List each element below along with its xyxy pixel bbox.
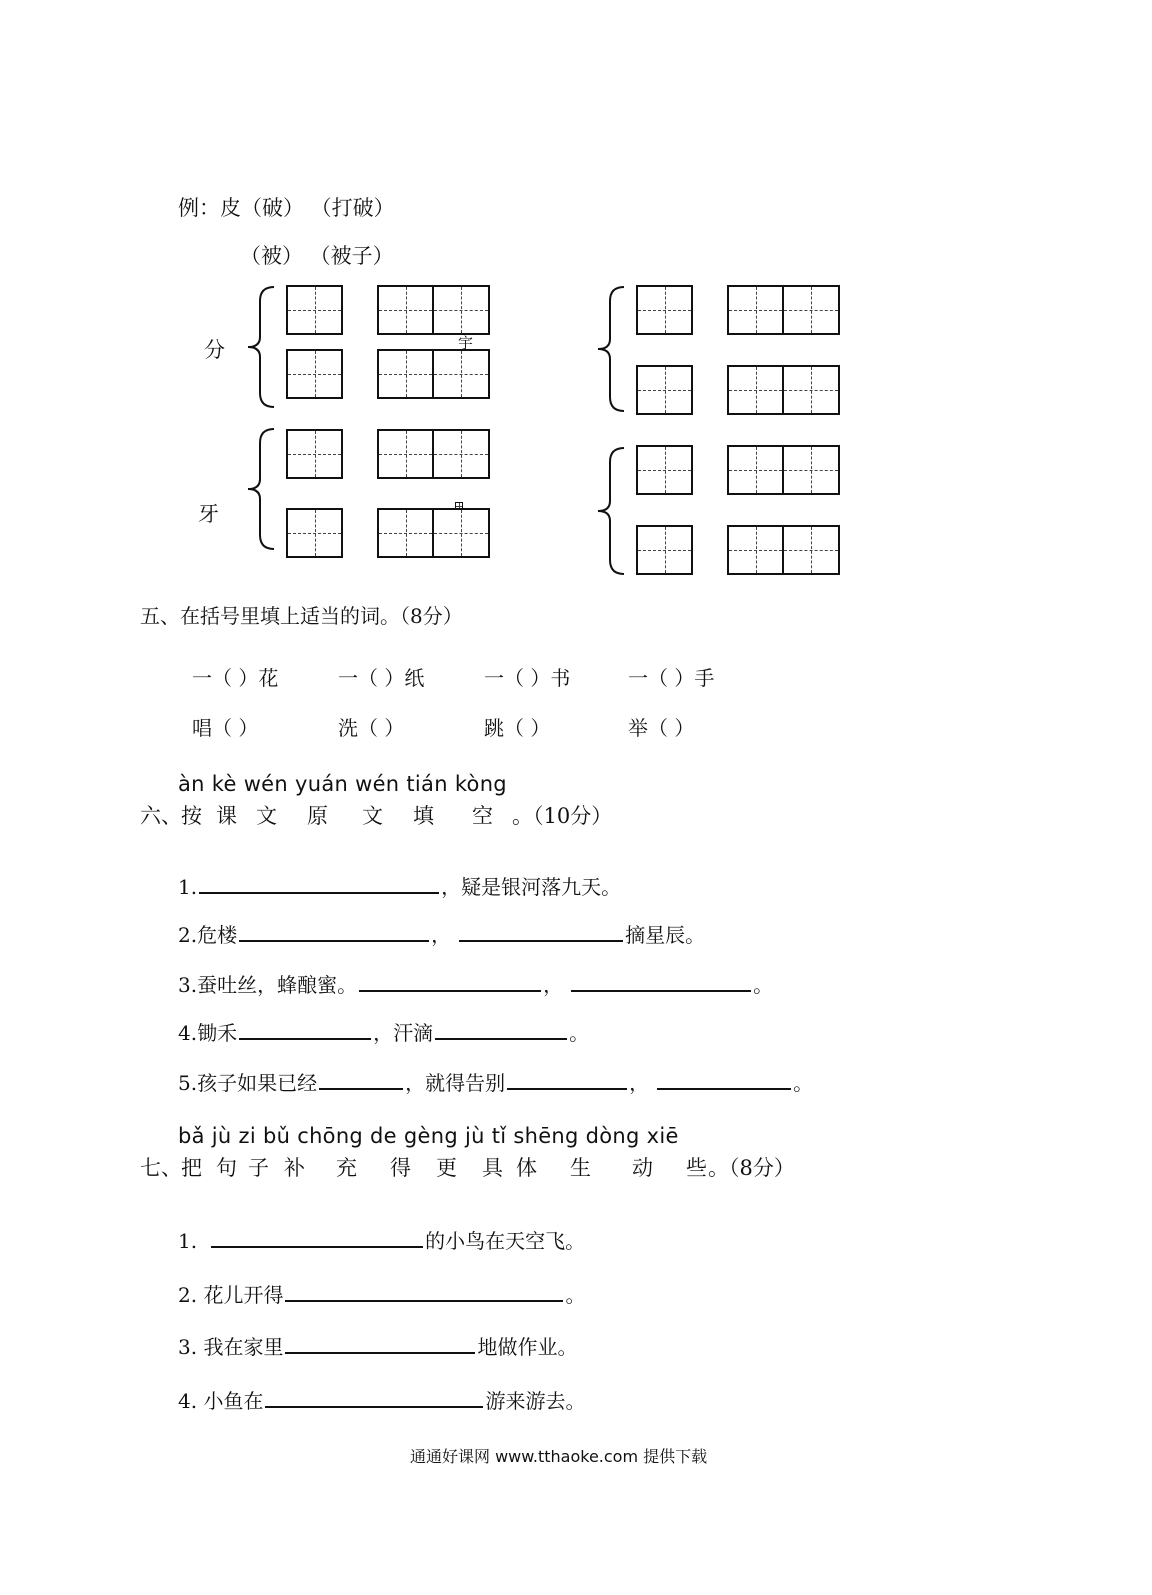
pinyin-syllable: bǔ [262, 1124, 291, 1148]
title-char: 把 [181, 1156, 202, 1180]
pinyin-syllable: gèng [403, 1124, 458, 1148]
char-box[interactable] [636, 525, 693, 575]
q6-number: 六、 [140, 804, 182, 828]
q7-item-4: 4. 小鱼在 游来游去。 [178, 1384, 585, 1414]
q7-item-3: 3. 我在家里 地做作业。 [178, 1330, 577, 1360]
title-char: 具 [482, 1156, 503, 1180]
char-box[interactable] [377, 285, 434, 335]
answer-line[interactable] [239, 1016, 371, 1040]
pinyin-syllable: jù [464, 1124, 485, 1148]
grid-char-fen: 分 [204, 338, 225, 362]
char-box[interactable] [286, 429, 343, 479]
pinyin-syllable: wén [355, 772, 400, 796]
q6-item-1: 1. ，疑是银河落九天。 [178, 870, 621, 900]
char-box[interactable] [782, 445, 840, 495]
title-char: 文 [256, 804, 277, 828]
char-box[interactable] [782, 285, 840, 335]
q5-blank: 一（ ）纸 [338, 666, 425, 690]
answer-line[interactable] [285, 1330, 475, 1354]
brace-right-bottom [594, 446, 628, 576]
title-char: 些 [686, 1156, 707, 1180]
pinyin-syllable: zi [238, 1124, 256, 1148]
title-char: 空 [472, 804, 493, 828]
title-char: 填 [413, 804, 434, 828]
pinyin-syllable: kè [211, 772, 237, 796]
answer-line[interactable] [359, 968, 541, 992]
q6-pinyin [178, 772, 507, 796]
q5-blank: 一（ ）手 [628, 666, 715, 690]
q7-number: 七、 [140, 1156, 182, 1180]
q6-item-5: 5.孩子如果已经 ，就得告别 ， 。 [178, 1066, 813, 1096]
title-char: 体 [516, 1156, 537, 1180]
char-box[interactable] [377, 349, 434, 399]
pinyin-syllable: yuán [294, 772, 349, 796]
title-char: 子 [248, 1156, 269, 1180]
answer-line[interactable] [211, 1224, 423, 1248]
q6-item-2: 2.危楼 ， 摘星辰。 [178, 918, 705, 948]
char-box[interactable] [727, 445, 784, 495]
pinyin-syllable: àn [178, 772, 205, 796]
char-box[interactable] [377, 429, 434, 479]
answer-line[interactable] [319, 1066, 403, 1090]
answer-line[interactable] [239, 918, 429, 942]
answer-line[interactable] [265, 1384, 483, 1408]
char-box[interactable] [782, 365, 840, 415]
char-box[interactable] [727, 285, 784, 335]
char-box[interactable] [727, 525, 784, 575]
char-box[interactable] [432, 285, 490, 335]
pinyin-syllable: tǐ [491, 1124, 507, 1148]
q5-blank: 一（ ）花 [192, 666, 279, 690]
char-box[interactable] [782, 525, 840, 575]
answer-line[interactable] [199, 870, 439, 894]
stray-mark: 宇 [458, 334, 474, 352]
q5-blank: 一（ ）书 [484, 666, 571, 690]
pinyin-syllable: dòng [585, 1124, 640, 1148]
answer-line[interactable] [459, 918, 623, 942]
example-line-2: （被） （被子） [240, 244, 394, 268]
q6-score: 。（10分） [512, 804, 613, 828]
title-char: 生 [570, 1156, 591, 1180]
pinyin-syllable: tián [406, 772, 448, 796]
title-char: 课 [216, 804, 237, 828]
char-box[interactable] [636, 285, 693, 335]
title-char: 更 [436, 1156, 457, 1180]
pinyin-syllable: xiē [646, 1124, 679, 1148]
answer-line[interactable] [507, 1066, 627, 1090]
char-box[interactable] [286, 349, 343, 399]
title-char: 动 [632, 1156, 653, 1180]
brace-left-top [244, 285, 278, 409]
q7-score: 。（8分） [708, 1156, 795, 1180]
pinyin-syllable: chōng [297, 1124, 364, 1148]
q5-blank: 唱（ ） [192, 716, 259, 740]
title-char: 按 [181, 804, 202, 828]
title-char: 原 [307, 804, 328, 828]
pinyin-syllable: shēng [513, 1124, 579, 1148]
q5-title: 五、在括号里填上适当的词。（8分） [140, 604, 463, 628]
answer-line[interactable] [285, 1278, 563, 1302]
example-line-1: 例：皮（破） （打破） [178, 196, 395, 220]
answer-line[interactable] [571, 968, 751, 992]
title-char: 得 [390, 1156, 411, 1180]
answer-line[interactable] [435, 1016, 567, 1040]
q5-blank: 跳（ ） [484, 716, 551, 740]
char-box[interactable] [432, 429, 490, 479]
q6-item-4: 4.锄禾 ，汗滴 。 [178, 1016, 589, 1046]
pinyin-syllable: bǎ [178, 1124, 205, 1148]
pinyin-syllable: de [370, 1124, 397, 1148]
char-box[interactable] [286, 508, 343, 558]
q7-item-1: 1. 的小鸟在天空飞。 [178, 1224, 585, 1254]
grid-char-ya: 牙 [198, 502, 219, 526]
footer-credit: 通通好课网 www.tthaoke.com 提供下载 [410, 1447, 708, 1466]
char-box[interactable] [286, 285, 343, 335]
char-box[interactable] [636, 365, 693, 415]
q7-item-2: 2. 花儿开得 。 [178, 1278, 585, 1308]
q5-blank: 举（ ） [628, 716, 695, 740]
pinyin-syllable: jù [211, 1124, 232, 1148]
title-char: 充 [336, 1156, 357, 1180]
char-box[interactable] [727, 365, 784, 415]
char-box[interactable] [636, 445, 693, 495]
title-char: 补 [284, 1156, 305, 1180]
brace-left-bottom [244, 427, 278, 551]
pinyin-syllable: wén [243, 772, 288, 796]
q5-blank: 洗（ ） [338, 716, 405, 740]
title-char: 文 [362, 804, 383, 828]
char-box[interactable] [377, 508, 434, 558]
title-char: 句 [216, 1156, 237, 1180]
char-box[interactable] [432, 508, 490, 558]
char-box[interactable] [432, 349, 490, 399]
q7-pinyin [178, 1124, 679, 1148]
answer-line[interactable] [657, 1066, 791, 1090]
q6-item-3: 3.蚕吐丝，蜂酿蜜。 ， 。 [178, 968, 773, 998]
brace-right-top [594, 285, 628, 413]
pinyin-syllable: kòng [454, 772, 507, 796]
